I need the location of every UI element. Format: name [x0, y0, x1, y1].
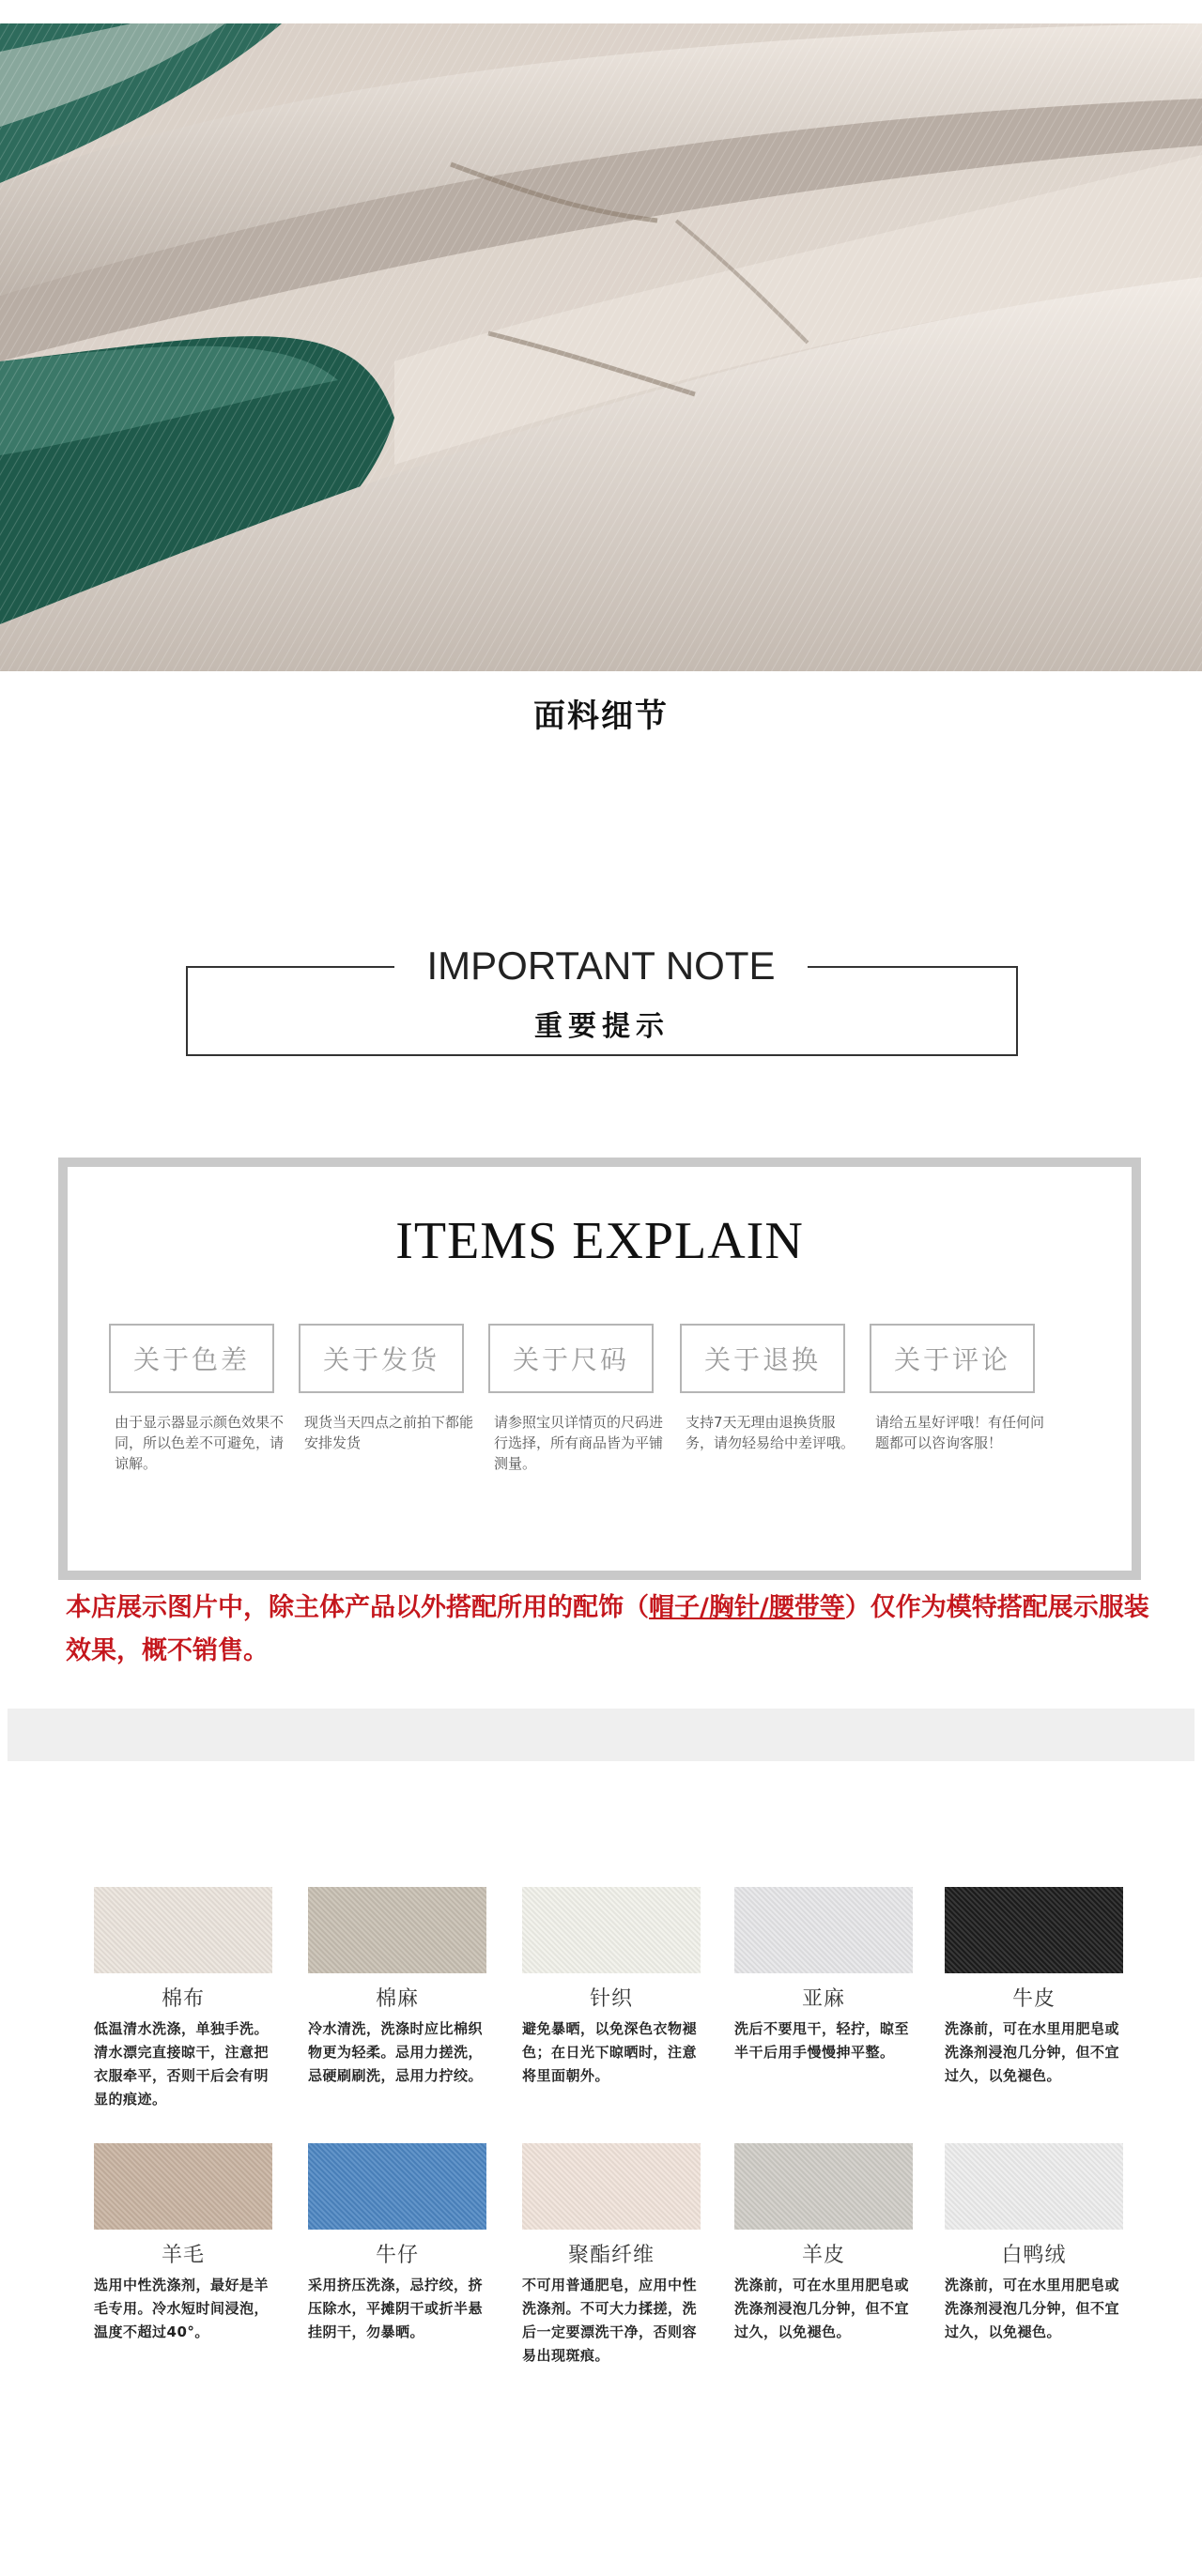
accessory-disclaimer [66, 1587, 1155, 1673]
returns-label: 关于退换 [680, 1324, 845, 1393]
explain-item-size [488, 1324, 664, 1474]
material-care: 洗后不要甩干，轻拧，晾至半干后用手慢慢抻平整。 [734, 2020, 910, 2061]
reviews-desc: 请给五星好评哦！有任何问题都可以咨询客服！ [875, 1414, 1045, 1451]
material-white-duck-down [945, 2143, 1123, 2344]
color-difference-label: 关于色差 [109, 1324, 274, 1393]
material-swatch [94, 1887, 272, 1973]
important-note-title: IMPORTANT NOTE [394, 943, 808, 989]
disclaimer-accessories: 帽子/胸针/腰带等 [649, 1593, 845, 1622]
explain-item-reviews [870, 1324, 1045, 1453]
material-swatch [522, 2143, 701, 2230]
material-care: 洗涤前，可在水里用肥皂或洗涤剂浸泡几分钟，但不宜过久，以免褪色。 [945, 2277, 1120, 2340]
shipping-desc: 现货当天四点之前拍下都能安排发货 [304, 1414, 474, 1451]
material-swatch [734, 1887, 913, 1973]
material-name: 牛皮 [1011, 1987, 1056, 2011]
material-name: 羊皮 [801, 2244, 845, 2267]
material-name: 羊毛 [161, 2244, 205, 2267]
returns-desc: 支持7天无理由退换货服务，请勿轻易给中差评哦。 [686, 1414, 855, 1451]
material-swatch [94, 2143, 272, 2230]
material-denim [308, 2143, 486, 2344]
material-swatch [308, 1887, 486, 1973]
material-name: 白鸭绒 [1001, 2244, 1067, 2267]
material-name: 棉布 [161, 1987, 205, 2011]
material-polyester [522, 2143, 701, 2368]
material-swatch [308, 2143, 486, 2230]
size-label: 关于尺码 [488, 1324, 654, 1393]
material-sheepskin [734, 2143, 913, 2344]
material-swatch [945, 1887, 1123, 1973]
material-name: 亚麻 [801, 1987, 845, 2011]
material-name: 聚酯纤维 [567, 2244, 655, 2267]
material-care: 洗涤前，可在水里用肥皂或洗涤剂浸泡几分钟，但不宜过久，以免褪色。 [734, 2277, 910, 2340]
size-desc: 请参照宝贝详情页的尺码进行选择，所有商品皆为平铺测量。 [494, 1414, 664, 1472]
material-care: 采用挤压洗涤，忌拧绞，挤压除水，平摊阴干或折半悬挂阴干，勿暴晒。 [308, 2277, 484, 2340]
material-cowhide [945, 1887, 1123, 2088]
material-name: 牛仔 [375, 2244, 419, 2267]
material-care: 不可用普通肥皂，应用中性洗涤剂。不可大力揉搓，洗后一定要漂洗干净，否则容易出现斑痕。 [522, 2277, 698, 2364]
material-name: 针织 [589, 1987, 633, 2011]
fabric-detail-caption: 面料细节 [533, 698, 669, 735]
items-explain-title: ITEMS EXPLAIN [395, 1212, 804, 1270]
material-swatch [734, 2143, 913, 2230]
explain-item-shipping [299, 1324, 474, 1453]
section-divider-bar [8, 1709, 1194, 1761]
disclaimer-text-2: ）仅作为模特搭配展示服装效果，概不销售。 [66, 1593, 1149, 1665]
material-care: 冷水清洗，洗涤时应比棉织物更为轻柔。忌用力搓洗，忌硬刷刷洗，忌用力拧绞。 [308, 2020, 484, 2084]
explain-item-color-difference [109, 1324, 285, 1474]
fabric-detail-photo [0, 23, 1202, 671]
color-difference-desc: 由于显示器显示颜色效果不同，所以色差不可避免，请谅解。 [115, 1414, 285, 1472]
material-linen [734, 1887, 913, 2064]
explain-item-returns [680, 1324, 855, 1453]
important-note-subtitle: 重要提示 [534, 1010, 670, 1043]
material-swatch [522, 1887, 701, 1973]
material-wool [94, 2143, 272, 2344]
material-care: 避免暴晒，以免深色衣物褪色；在日光下晾晒时，注意将里面朝外。 [522, 2020, 698, 2084]
disclaimer-text-1: 本店展示图片中，除主体产品以外搭配所用的配饰（ [66, 1593, 649, 1622]
material-care: 选用中性洗涤剂，最好是羊毛专用。冷水短时间浸泡，温度不超过40°。 [94, 2277, 270, 2340]
reviews-label: 关于评论 [870, 1324, 1035, 1393]
material-cotton-linen [308, 1887, 486, 2088]
shipping-label: 关于发货 [299, 1324, 464, 1393]
material-cotton [94, 1887, 272, 2111]
material-name: 棉麻 [375, 1987, 419, 2011]
material-care: 洗涤前，可在水里用肥皂或洗涤剂浸泡几分钟，但不宜过久，以免褪色。 [945, 2020, 1120, 2084]
material-care: 低温清水洗涤，单独手洗。清水漂完直接晾干，注意把衣服牵平，否则干后会有明显的痕迹。 [94, 2020, 270, 2108]
material-knit [522, 1887, 701, 2088]
material-swatch [945, 2143, 1123, 2230]
